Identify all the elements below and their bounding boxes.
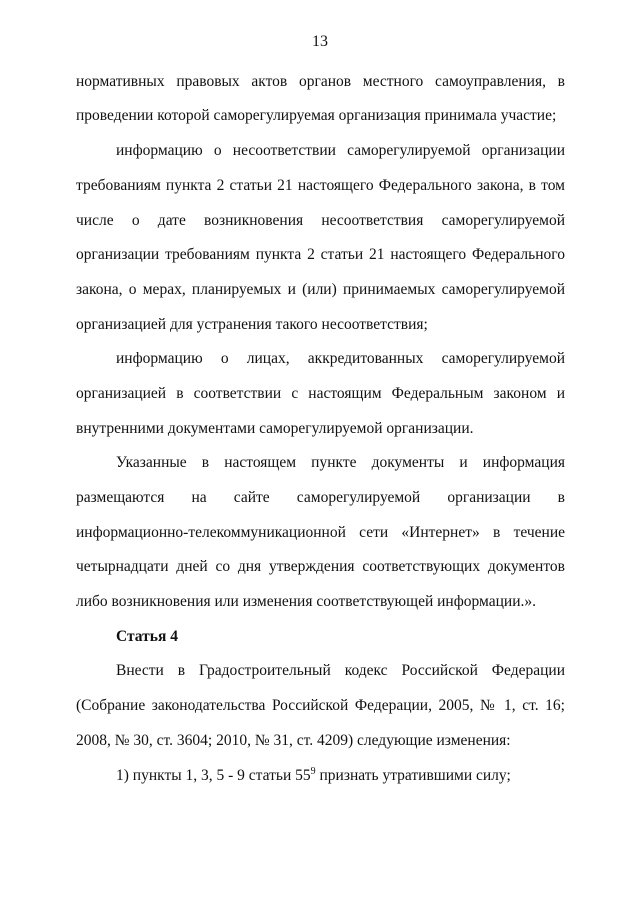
text-line: четырнадцати дней со дня утверждения соответствующих документов	[76, 558, 565, 575]
text-line: проведении которой саморегулируемая организация принимала участие;	[76, 107, 557, 124]
article-heading: Статья 4	[116, 628, 178, 645]
text-line: закона, о мерах, планируемых и (или) принимаемых саморегулируемой	[76, 281, 565, 298]
page-number: 13	[312, 33, 328, 50]
text-line: информацию о несоответствии саморегулируемой организации	[116, 142, 565, 159]
text-line: организацией в соответствии с настоящим Федеральным законом и	[76, 385, 565, 402]
text-line: (Собрание законодательства Российской Федерации, 2005, № 1, ст. 16;	[76, 697, 565, 714]
text-line: нормативных правовых актов органов местного самоуправления, в	[76, 73, 565, 90]
superscript: 9	[310, 765, 316, 777]
text-line: числе о дате возникновения несоответствия саморегулируемой	[76, 212, 565, 229]
text-line: 2008, № 30, ст. 3604; 2010, № 31, ст. 4209) следующие изменения:	[76, 732, 511, 749]
text-line: внутренними документами саморегулируемой организации.	[76, 420, 474, 437]
text-line	[116, 766, 565, 786]
text-line: Указанные в настоящем пункте документы и информация	[116, 454, 565, 471]
text-line: информационно-телекоммуникационной сети «Интернет» в течение	[76, 524, 565, 541]
text-line: требованиям пункта 2 статьи 21 настоящего Федерального закона, в том	[76, 177, 565, 194]
text-fragment: признать утратившими силу;	[315, 767, 511, 784]
text-line: информацию о лицах, аккредитованных саморегулируемой	[116, 350, 565, 367]
text-line: организацией для устранения такого несоответствия;	[76, 316, 428, 333]
text-line: организации требованиям пункта 2 статьи 21 настоящего Федерального	[76, 246, 565, 263]
text-line: размещаются на сайте саморегулируемой организации в	[76, 489, 565, 506]
text-line: либо возникновения или изменения соответствующей информации.».	[76, 593, 536, 610]
text-fragment: 1) пункты 1, 3, 5 - 9 статьи 55	[116, 767, 311, 784]
text-line: Внести в Градостроительный кодекс Российской Федерации	[116, 662, 565, 679]
